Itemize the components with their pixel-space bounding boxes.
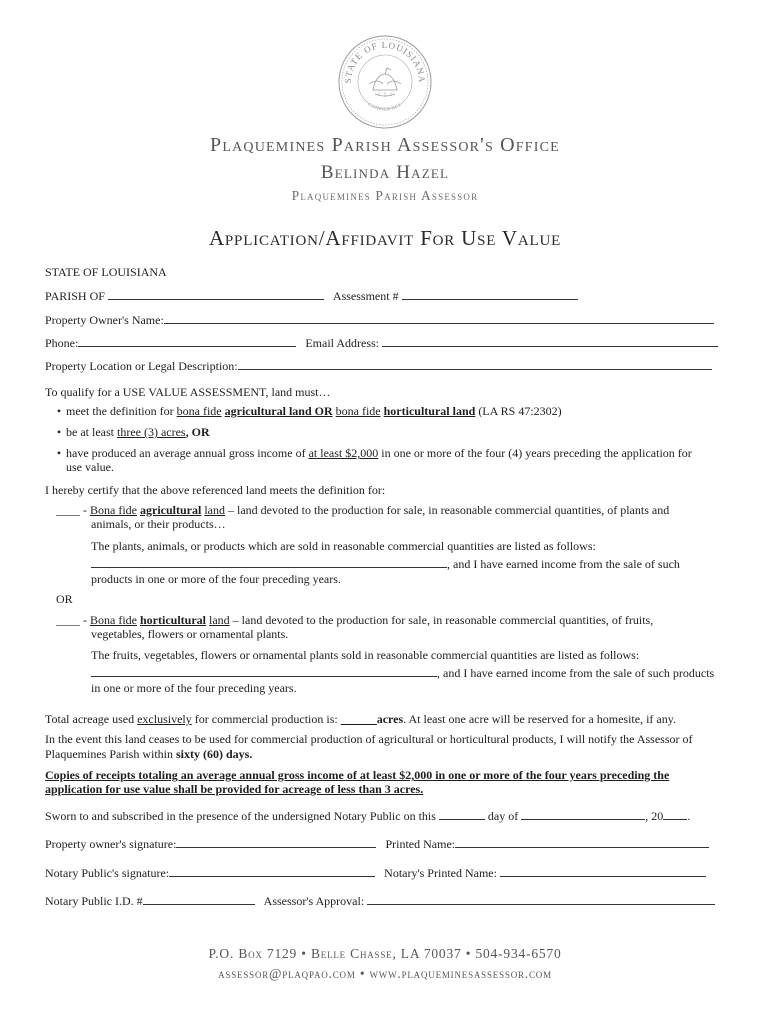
horticultural-list-end: in one or more of the four preceding years. xyxy=(91,681,297,695)
notary-id-field[interactable] xyxy=(143,893,255,905)
state-line: STATE OF LOUISIANA xyxy=(45,265,167,279)
horticultural-products-field[interactable] xyxy=(91,665,437,677)
horticultural-checkbox[interactable]: ____ xyxy=(56,613,80,627)
horticultural-option: ____ - Bona fide horticultural land – land devoted to the production for sale, in reasonable commercial quantities, of fruits, xyxy=(56,613,654,627)
assessor-name: Belinda Hazel xyxy=(320,162,450,183)
agricultural-list-intro: The plants, animals, or products which are sold in reasonable commercial quantities are listed as follows: xyxy=(91,539,596,553)
state-seal xyxy=(337,34,433,130)
qualify-bullet-3-cont: use value. xyxy=(66,460,114,474)
qualify-bullet-2: • be at least three (3) acres, OR xyxy=(52,425,210,439)
phone-label: Phone: xyxy=(45,336,79,350)
assessor-role: Plaquemines Parish Assessor xyxy=(291,188,479,203)
phone-row xyxy=(45,335,718,350)
agricultural-list-row: , and I have earned income from the sale of such xyxy=(91,556,680,571)
location-label: Property Location or Legal Description: xyxy=(45,359,238,373)
qualify-intro: To qualify for a USE VALUE ASSESSMENT, land must… xyxy=(45,385,331,399)
certify-text: I hereby certify that the above referenced land meets the definition for: xyxy=(45,483,386,497)
parish-field[interactable] xyxy=(108,288,324,300)
agricultural-cont: animals, or their products… xyxy=(91,517,226,531)
acreage-field[interactable]: ______ xyxy=(340,712,377,726)
cease-line-1: In the event this land ceases to be used for commercial production of agricultural or horticultural products, I will notify the Assessor of xyxy=(45,732,693,746)
footer-address: P.O. Box 7129 • Belle Chasse, LA 70037 • 504-934-6570 xyxy=(208,946,562,961)
notary-signature-field[interactable] xyxy=(169,865,375,877)
horticultural-list-intro: The fruits, vegetables, flowers or ornamental plants sold in reasonable commercial quantities are listed as follows: xyxy=(91,648,640,662)
notary-id-row: Notary Public I.D. # Assessor's Approval: xyxy=(45,893,715,908)
sworn-row: Sworn to and subscribed in the presence of the undersigned Notary Public on this day of , 20 . xyxy=(45,809,691,823)
bullet-icon: • xyxy=(56,425,62,439)
owner-label: Property Owner's Name: xyxy=(45,313,164,327)
parish-row xyxy=(45,288,578,303)
parish-label: PARISH OF xyxy=(45,289,105,303)
footer-web: assessor@plaqpao.com • www.plaqueminesassessor.com xyxy=(218,966,552,981)
receipts-line-1: Copies of receipts totaling an average annual gross income of at least $2,000 in one or more of the four years preceding the xyxy=(45,768,670,782)
email-field[interactable] xyxy=(382,335,718,347)
location-row xyxy=(45,358,712,373)
owner-signature-row: Property owner's signature: Printed Name: xyxy=(45,836,709,851)
printed-name-field[interactable] xyxy=(455,836,709,848)
cease-line-2: Plaquemines Parish within sixty (60) days. xyxy=(45,747,253,761)
agricultural-products-field[interactable] xyxy=(91,556,447,568)
agricultural-option: ____ - Bona fide agricultural land – land devoted to the production for sale, in reasonable commercial quantities, of plants and xyxy=(56,503,670,517)
sworn-day-field[interactable] xyxy=(439,808,485,820)
owner-row xyxy=(45,312,714,327)
assessor-approval-field[interactable] xyxy=(367,893,715,905)
svg-text:CONFIDENCE xyxy=(367,102,404,112)
seal-bottom-text: CONFIDENCE xyxy=(366,102,404,113)
office-title: Plaquemines Parish Assessor's Office xyxy=(210,134,560,156)
email-label: Email Address: xyxy=(305,336,380,350)
notary-signature-row: Notary Public's signature: Notary's Printed Name: xyxy=(45,865,706,880)
bullet-icon: • xyxy=(56,404,62,418)
agricultural-checkbox[interactable]: ____ xyxy=(56,503,80,517)
location-field[interactable] xyxy=(238,358,712,370)
owner-signature-field[interactable] xyxy=(176,836,376,848)
owner-name-field[interactable] xyxy=(164,312,714,324)
sworn-year-field[interactable] xyxy=(663,808,687,820)
assessment-field[interactable] xyxy=(402,288,578,300)
horticultural-cont: vegetables, flowers or ornamental plants. xyxy=(91,627,289,641)
or-label: OR xyxy=(56,592,73,606)
phone-field[interactable] xyxy=(78,335,296,347)
assessment-label: Assessment # xyxy=(332,289,399,303)
seal-outer-text: STATE OF LOUISIANA xyxy=(342,40,428,84)
sworn-month-field[interactable] xyxy=(521,808,645,820)
agricultural-list-end: products in one or more of the four preceding years. xyxy=(91,572,341,586)
form-title: Application/Affidavit For Use Value xyxy=(208,226,562,250)
qualify-bullet-1: • meet the definition for bona fide agricultural land OR bona fide horticultural land (LA RS 47:2302) xyxy=(52,404,562,418)
qualify-bullet-3: • have produced an average annual gross income of at least $2,000 in one or more of the four (4) years preceding the application for xyxy=(52,446,692,460)
horticultural-list-row: , and I have earned income from the sale of such products xyxy=(91,665,714,680)
notary-printed-name-field[interactable] xyxy=(500,865,706,877)
receipts-line-2: application for use value shall be provided for acreage of less than 3 acres. xyxy=(45,782,424,796)
bullet-icon: • xyxy=(56,446,62,460)
acreage-row: Total acreage used exclusively for commercial production is: ______acres. At least one acre will be reserved for a homesite, if any. xyxy=(45,712,676,726)
seal-graphic xyxy=(337,34,433,130)
